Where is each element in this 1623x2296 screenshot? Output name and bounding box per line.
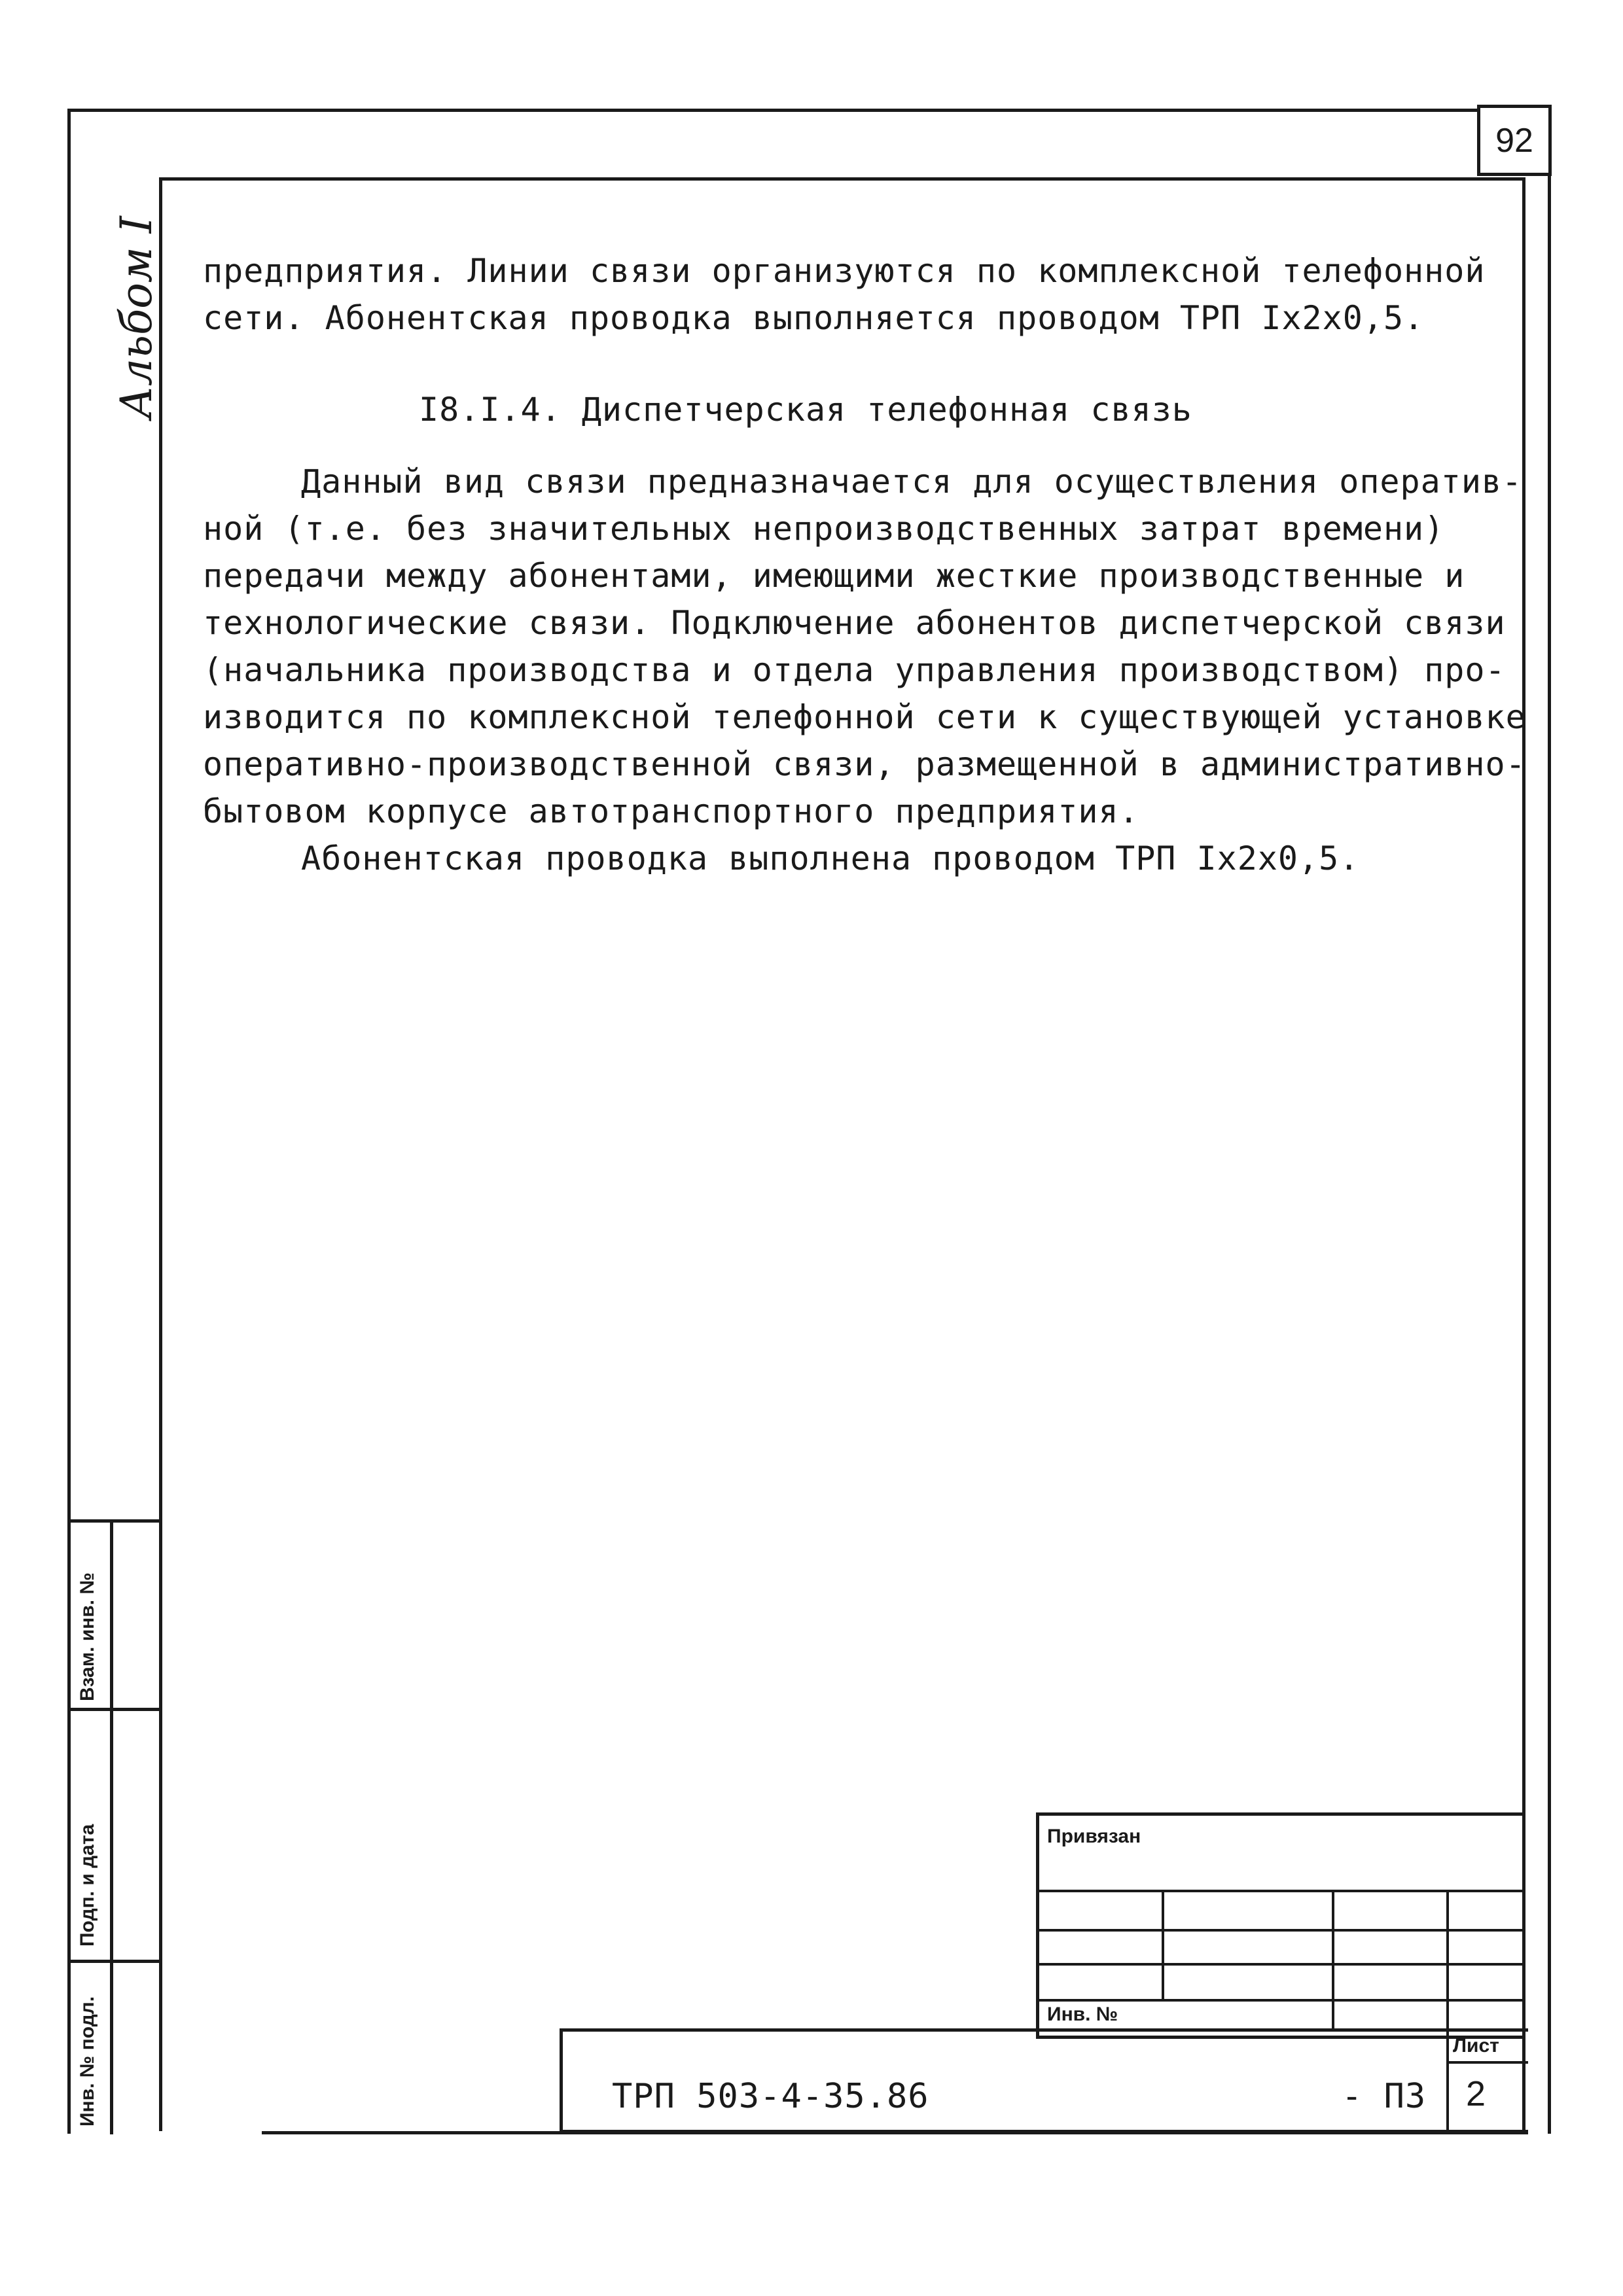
paragraph-line: Данный вид связи предназначается для осуществления оператив- [301, 463, 1523, 501]
side-label-podp: Подп. и дата [77, 1824, 98, 1947]
margin-note: Альбом I [111, 216, 162, 419]
stamp-inv-no: Инв. № [1047, 2004, 1118, 2025]
paragraph-line: оперативно-производственной связи, размещенной в административно- [203, 745, 1526, 783]
document-suffix: - ПЗ [1342, 2077, 1427, 2116]
side-label-inv: Инв. № подл. [77, 1996, 98, 2127]
stamp-row-line [1036, 1999, 1525, 2002]
stamp-row-line [1036, 1929, 1525, 1932]
paragraph-line: передачи между абонентами, имеющими жесткие производственные и [203, 557, 1465, 595]
side-stamp-row-line [67, 1708, 160, 1711]
side-label-vzam: Взам. инв. № [77, 1572, 98, 1701]
stamp-col-line [1332, 1890, 1334, 2028]
frame-top-line [67, 109, 1550, 112]
body-line: сети. Абонентская проводка выполняется проводом ТРП Iх2х0,5. [203, 299, 1425, 337]
side-stamp-divider [110, 1519, 113, 2134]
paragraph-line: технологические связи. Подключение абонентов диспетчерской связи [203, 604, 1506, 642]
stamp-col-line [1162, 1890, 1164, 1999]
section-heading: I8.I.4. Диспетчерская телефонная связь [419, 391, 1192, 429]
stamp-row-line [1036, 1963, 1525, 1966]
side-stamp-row-line [67, 1960, 160, 1963]
stamp-row-line [1036, 1890, 1525, 1892]
paragraph-line: (начальника производства и отдела управления производством) про- [203, 651, 1506, 689]
stamp-list-label: Лист [1453, 2035, 1499, 2057]
frame-right-line [1548, 109, 1551, 2134]
body-line: предприятия. Линии связи организуются по комплексной телефонной [203, 252, 1486, 290]
paragraph-line: ной (т.е. без значительных непроизводственных затрат времени) [203, 510, 1445, 548]
document-code: ТРП 503-4-35.86 [612, 2077, 929, 2116]
page-number: 92 [1477, 105, 1552, 176]
stamp-row-line [1446, 2061, 1528, 2064]
paragraph-line: изводится по комплексной телефонной сети к существующей установке [203, 698, 1526, 736]
paragraph-line: бытовом корпусе автотранспортного предприятия. [203, 792, 1139, 830]
sheet-number: 2 [1466, 2074, 1487, 2113]
stamp-privyazan: Привязан [1047, 1826, 1141, 1847]
paragraph-line: Абонентская проводка выполнена проводом ТРП Iх2х0,5. [301, 839, 1360, 877]
